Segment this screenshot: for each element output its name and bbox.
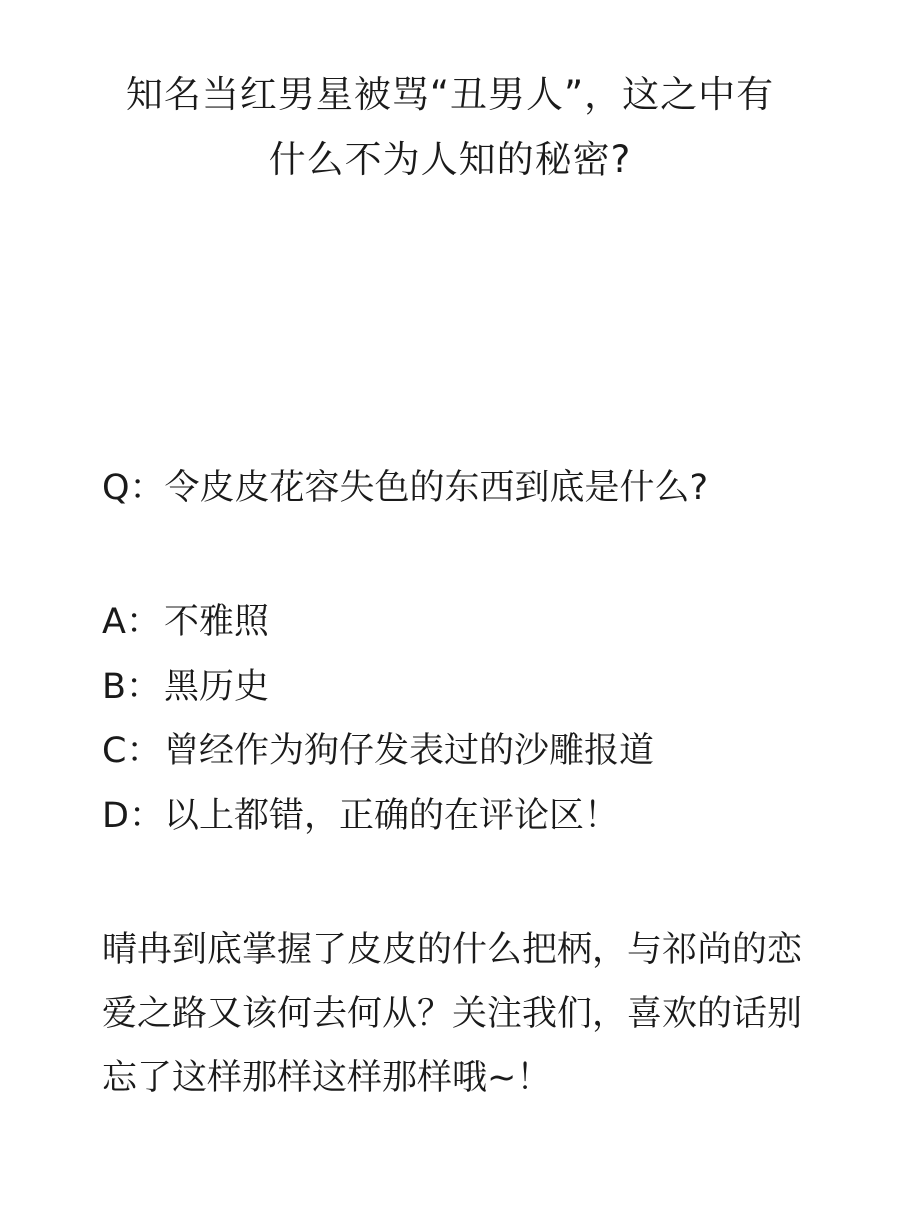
quiz-question: Q：令皮皮花容失色的东西到底是什么? [102, 468, 709, 508]
option-b-text: 黑历史 [164, 666, 270, 707]
option-c [102, 719, 654, 784]
option-a-letter: A： [102, 602, 161, 642]
title-line-2: 什么不为人知的秘密? [268, 138, 632, 181]
option-d-text: 以上都错，正确的在评论区！ [164, 795, 620, 836]
closing-paragraph [102, 918, 862, 1110]
option-d [102, 784, 654, 849]
option-c-text: 曾经作为狗仔发表过的沙雕报道 [164, 731, 655, 771]
page-title [0, 62, 900, 192]
option-d-letter: D： [102, 795, 164, 836]
closing-line-2: 爱之路又该何去何从？关注我们，喜欢的话别 [102, 994, 803, 1034]
option-b [102, 655, 654, 720]
option-b-letter: B： [102, 666, 162, 707]
option-a [102, 590, 654, 655]
title-line-1: 知名当红男星被骂“丑男人”，这之中有 [125, 73, 775, 116]
answer-options [102, 590, 654, 848]
closing-line-3: 忘了这样那样这样那样哦~！ [102, 1058, 552, 1098]
option-c-letter: C： [102, 731, 162, 771]
option-a-text: 不雅照 [164, 602, 270, 642]
closing-line-1: 晴冉到底掌握了皮皮的什么把柄，与祁尚的恋 [102, 930, 803, 970]
